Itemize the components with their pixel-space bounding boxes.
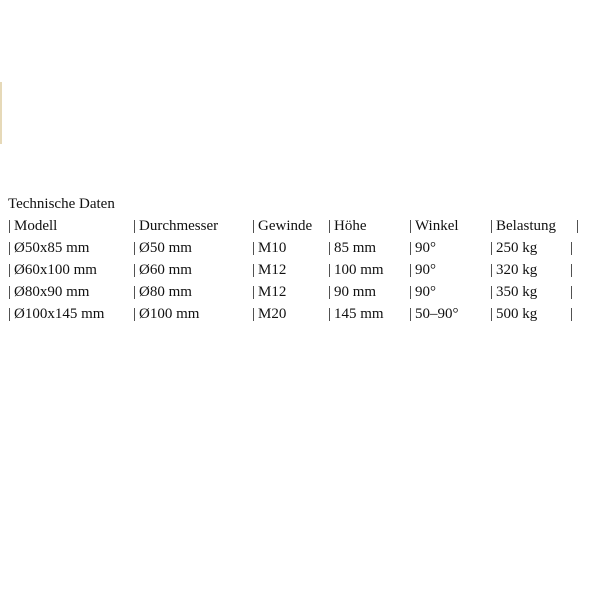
cell-thread: M12 <box>258 262 287 278</box>
header-load: Belastung <box>496 218 556 234</box>
column-separator: | <box>409 218 413 234</box>
cell-model: Ø50x85 mm <box>14 240 90 256</box>
table-header-row <box>8 215 580 237</box>
column-separator: | <box>328 306 332 322</box>
column-separator: | <box>570 240 574 256</box>
cell-height: 90 mm <box>334 284 377 300</box>
column-separator: | <box>133 262 137 278</box>
cell-load: 320 kg <box>496 262 538 278</box>
cell-thread: M10 <box>258 240 287 256</box>
column-separator: | <box>252 306 256 322</box>
column-separator: | <box>490 262 494 278</box>
left-edge-mark <box>0 82 2 144</box>
header-thread: Gewinde <box>258 218 313 234</box>
cell-model: Ø60x100 mm <box>14 262 97 278</box>
header-diameter: Durchmesser <box>139 218 219 234</box>
cell-height: 100 mm <box>334 262 384 278</box>
column-separator: | <box>490 218 494 234</box>
column-separator: | <box>570 284 574 300</box>
cell-height: 85 mm <box>334 240 377 256</box>
cell-diameter: Ø100 mm <box>139 306 200 322</box>
column-separator: | <box>490 284 494 300</box>
column-separator: | <box>252 240 256 256</box>
column-separator: | <box>8 218 12 234</box>
column-separator: | <box>8 284 12 300</box>
column-separator: | <box>490 306 494 322</box>
cell-load: 350 kg <box>496 284 538 300</box>
column-separator: | <box>252 284 256 300</box>
cell-diameter: Ø80 mm <box>139 284 192 300</box>
cell-angle: 90° <box>415 240 436 256</box>
column-separator: | <box>328 262 332 278</box>
column-separator: | <box>133 218 137 234</box>
column-separator: | <box>570 262 574 278</box>
cell-model: Ø100x145 mm <box>14 306 105 322</box>
column-separator: | <box>328 218 332 234</box>
column-separator: | <box>576 218 580 234</box>
cell-thread: M20 <box>258 306 287 322</box>
cell-thread: M12 <box>258 284 287 300</box>
section-title: Technische Daten <box>8 196 115 212</box>
technical-data-section <box>8 193 580 325</box>
cell-height: 145 mm <box>334 306 384 322</box>
column-separator: | <box>328 284 332 300</box>
cell-diameter: Ø50 mm <box>139 240 192 256</box>
header-height: Höhe <box>334 218 367 234</box>
cell-angle: 90° <box>415 262 436 278</box>
column-separator: | <box>8 306 12 322</box>
table-row <box>8 259 574 281</box>
column-separator: | <box>409 262 413 278</box>
column-separator: | <box>8 240 12 256</box>
column-separator: | <box>252 262 256 278</box>
table-row <box>8 281 574 303</box>
technical-data-table <box>8 215 580 325</box>
column-separator: | <box>409 240 413 256</box>
column-separator: | <box>328 240 332 256</box>
column-separator: | <box>409 284 413 300</box>
column-separator: | <box>252 218 256 234</box>
column-separator: | <box>133 306 137 322</box>
header-model: Modell <box>14 218 58 234</box>
column-separator: | <box>133 284 137 300</box>
column-separator: | <box>570 306 574 322</box>
table-row <box>8 237 574 259</box>
cell-diameter: Ø60 mm <box>139 262 192 278</box>
cell-angle: 90° <box>415 284 436 300</box>
column-separator: | <box>490 240 494 256</box>
cell-angle: 50–90° <box>415 306 459 322</box>
column-separator: | <box>133 240 137 256</box>
cell-model: Ø80x90 mm <box>14 284 90 300</box>
column-separator: | <box>8 262 12 278</box>
table-row <box>8 303 574 325</box>
cell-load: 250 kg <box>496 240 538 256</box>
cell-load: 500 kg <box>496 306 538 322</box>
column-separator: | <box>409 306 413 322</box>
header-angle: Winkel <box>415 218 459 234</box>
